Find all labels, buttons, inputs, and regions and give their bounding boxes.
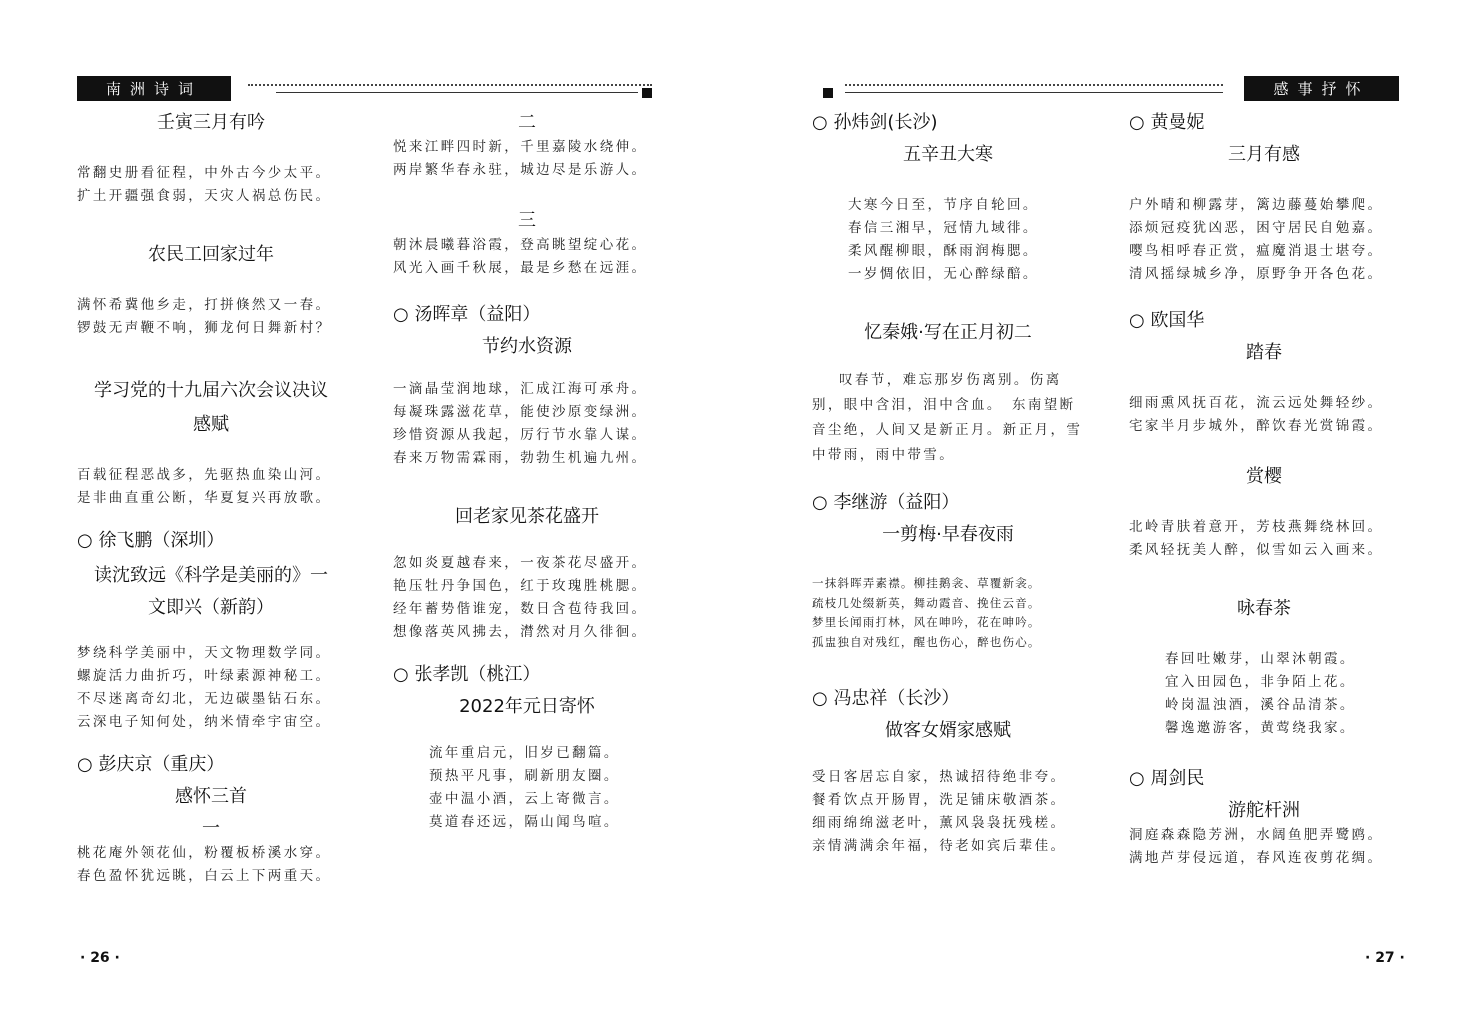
poem-line: 锣鼓无声鞭不响，狮龙何日舞新村？ bbox=[77, 320, 332, 336]
poem-line: 春信三湘早，冠情九域徘。 bbox=[848, 220, 1039, 236]
poem-line: 洞庭森森隐芳洲，水阔鱼肥弄鹭鸥。 bbox=[1129, 827, 1384, 843]
poem-section-number: 二 bbox=[518, 112, 536, 133]
poem-line: 细雨绵绵滋老叶，薰风袅袅抚残槎。 bbox=[812, 815, 1067, 831]
author-name: ○ 汤晖章（益阳） bbox=[393, 302, 661, 328]
poem-title: 节约水资源 bbox=[482, 336, 572, 357]
poem-line: 流年重启元，旧岁已翻篇。 bbox=[429, 745, 620, 761]
poem-line: 春回吐嫩芽，山翠沐朝霞。 bbox=[1165, 651, 1356, 667]
poem-title: 咏春茶 bbox=[1237, 598, 1291, 619]
poem-line: 户外晴和柳露芽，篱边藤蔓始攀爬。 bbox=[1129, 197, 1384, 213]
square-ornament-icon bbox=[823, 88, 833, 98]
poem-line: 添烦冠疫犹凶恶，困守居民自勉嘉。 bbox=[1129, 220, 1384, 236]
poem-title: 学习党的十九届六次会议决议 bbox=[94, 380, 328, 401]
poem-title: 赏樱 bbox=[1246, 466, 1282, 487]
left-column-1 bbox=[77, 110, 345, 888]
poem-line: 螺旋活力曲折巧，叶绿素源神秘工。 bbox=[77, 668, 332, 684]
solid-rule bbox=[845, 92, 1223, 93]
poem-line: 春色盈怀犹远眺，白云上下两重天。 bbox=[77, 868, 332, 884]
poem-title: 一剪梅·早春夜雨 bbox=[882, 524, 1014, 545]
right-column-2 bbox=[1129, 110, 1399, 870]
poem-title: 做客女婿家感赋 bbox=[885, 720, 1011, 741]
poem-line: 壶中温小酒，云上寄微言。 bbox=[429, 791, 620, 807]
poem-line: 疏枝几处缀新英，舞动霞音、挽住云音。 bbox=[812, 595, 1041, 610]
author-name: ○ 徐飞鹏（深圳） bbox=[77, 528, 345, 554]
poem-line: 餐肴饮点开肠胃，洗足铺床敬酒茶。 bbox=[812, 792, 1067, 808]
poem-line: 馨逸邀游客，黄莺绕我家。 bbox=[1165, 720, 1356, 736]
poem-line: 满怀希冀他乡走，打拼倏然又一春。 bbox=[77, 297, 332, 313]
section-header: 感事抒怀 bbox=[1244, 76, 1399, 101]
poem-line: 扩土开疆强食弱，天灾人祸总伤民。 bbox=[77, 188, 332, 204]
poem-title: 读沈致远《科学是美丽的》一 bbox=[94, 565, 328, 586]
dotted-rule bbox=[248, 84, 652, 86]
poem-line: 北岭青肤着意开，芳枝燕舞绕林回。 bbox=[1129, 519, 1384, 535]
author-name: ○ 李继游（益阳） bbox=[812, 490, 1084, 516]
header-rule bbox=[248, 80, 652, 96]
poem-title: 回老家见茶花盛开 bbox=[455, 506, 599, 527]
poem-section-number: 三 bbox=[518, 210, 536, 231]
author-name: ○ 黄曼妮 bbox=[1129, 110, 1399, 136]
poem-title: 忆秦娥·写在正月初二 bbox=[864, 322, 1032, 343]
poem-line: 一滴晶莹润地球，汇成江海可承舟。 bbox=[393, 381, 648, 397]
author-name: ○ 孙炜剑(长沙) bbox=[812, 110, 1084, 136]
header-rule bbox=[823, 80, 1223, 96]
poem-line: 宅家半月步城外，醉饮春光赏锦霞。 bbox=[1129, 418, 1384, 434]
poem-line: 忽如炎夏越春来，一夜茶花尽盛开。 bbox=[393, 555, 648, 571]
poem-line: 悦来江畔四时新，千里嘉陵水绕伸。 bbox=[393, 139, 648, 155]
poem-line: 亲情满满余年福，待老如宾后辈佳。 bbox=[812, 838, 1067, 854]
poem-line: 桃花庵外领花仙，粉覆板桥溪水穿。 bbox=[77, 845, 332, 861]
poem-title: 壬寅三月有吟 bbox=[157, 112, 265, 133]
poem-line: 梦里长闻雨打林，风在呻吟，花在呻吟。 bbox=[812, 615, 1041, 629]
poem-title: 三月有感 bbox=[1228, 144, 1300, 165]
poem-title-cont: 文即兴（新韵） bbox=[148, 597, 274, 618]
poem-line: 每凝珠露滋花草，能使沙原变绿洲。 bbox=[393, 404, 648, 420]
poem-line: 不尽迷离奇幻北，无边碳墨钻石东。 bbox=[77, 691, 332, 707]
poem-title: 踏春 bbox=[1246, 342, 1282, 363]
author-name: ○ 周剑民 bbox=[1129, 766, 1399, 792]
poem-title: 2022年元日寄怀 bbox=[459, 696, 595, 717]
poem-title: 五辛丑大寒 bbox=[903, 144, 993, 165]
poem-line: 清风摇绿城乡净，原野争开各色花。 bbox=[1129, 266, 1384, 282]
poem-line: 满地芦芽侵远道，春风连夜剪花绸。 bbox=[1129, 850, 1384, 866]
poem-line: 风光入画千秋展，最是乡愁在远涯。 bbox=[393, 260, 648, 276]
poem-line: 嘤鸟相呼春正赏，瘟魔消退士堪夸。 bbox=[1129, 243, 1384, 259]
poem-section-number: 一 bbox=[202, 818, 220, 839]
author-name: ○ 彭庆京（重庆） bbox=[77, 752, 345, 778]
right-page bbox=[737, 0, 1474, 1020]
poem-text: 叹春节，难忘那岁伤离别。伤离别，眼中含泪，泪中含血。 东南望断音尘绝，人间又是新正月。新正月，雪中带雨，雨中带雪。 bbox=[812, 372, 1083, 463]
poem-line: 春来万物需霖雨，勃勃生机遍九州。 bbox=[393, 450, 648, 466]
poem-line: 柔风轻抚美人醉，似雪如云入画来。 bbox=[1129, 542, 1384, 558]
poem-line: 细雨熏风抚百花，流云远处舞轻纱。 bbox=[1129, 395, 1384, 411]
right-column-1 bbox=[812, 110, 1084, 858]
poem-line: 想像落英风拂去，潸然对月久徘徊。 bbox=[393, 624, 648, 640]
page-number: · 27 · bbox=[1365, 950, 1405, 966]
section-header: 南洲诗词 bbox=[77, 76, 231, 101]
poem-line: 受日客居忘自家，热诚招待绝非夸。 bbox=[812, 769, 1067, 785]
poem-line: 预热平凡事，刷新朋友圈。 bbox=[429, 768, 620, 784]
page-number: · 26 · bbox=[80, 950, 120, 966]
poem-line: 云深电子知何处，纳米情牵宇宙空。 bbox=[77, 714, 332, 730]
poem-line: 常翻史册看征程，中外古今少太平。 bbox=[77, 165, 332, 181]
square-ornament-icon bbox=[642, 88, 652, 98]
dotted-rule bbox=[845, 84, 1223, 86]
poem-line: 大寒今日至，节序自轮回。 bbox=[848, 197, 1039, 213]
author-name: ○ 欧国华 bbox=[1129, 308, 1399, 334]
poem-line: 孤盅独自对残红，醒也伤心，醉也伤心。 bbox=[812, 634, 1041, 649]
poem-line: 岭岗温浊酒，溪谷品清茶。 bbox=[1165, 697, 1356, 713]
poem-line: 一抹斜晖弄素襟。柳挂鹅衾、草覆新衾。 bbox=[812, 576, 1041, 590]
poem-line: 柔风醒柳眼，酥雨润梅腮。 bbox=[848, 243, 1039, 259]
poem-title-cont: 感赋 bbox=[193, 414, 229, 435]
solid-rule bbox=[276, 92, 638, 93]
poem-line: 莫道春还远，隔山闻鸟喧。 bbox=[429, 814, 620, 830]
poem-line: 两岸繁华春永驻，城边尽是乐游人。 bbox=[393, 162, 648, 178]
poem-line: 梦绕科学美丽中，天文物理数学同。 bbox=[77, 645, 332, 661]
poem-line: 朝沐晨曦暮浴霞，登高眺望绽心花。 bbox=[393, 237, 648, 253]
poem-line: 百载征程恶战多，先驱热血染山河。 bbox=[77, 467, 332, 483]
poem-line: 宜入田园色，非争陌上花。 bbox=[1165, 674, 1356, 690]
poem-line: 是非曲直重公断，华夏复兴再放歌。 bbox=[77, 490, 332, 506]
left-column-2 bbox=[393, 110, 661, 834]
author-name: ○ 张孝凯（桃江） bbox=[393, 662, 661, 688]
poem-line: 一岁惆依旧，无心醉绿醅。 bbox=[848, 266, 1039, 282]
author-name: ○ 冯忠祥（长沙） bbox=[812, 686, 1084, 712]
poem-line: 珍惜资源从我起，厉行节水靠人谋。 bbox=[393, 427, 648, 443]
poem-title: 感怀三首 bbox=[175, 786, 247, 807]
poem-title: 农民工回家过年 bbox=[148, 244, 274, 265]
poem-title: 游舵杆洲 bbox=[1228, 800, 1300, 821]
poem-line: 经年蓄势偕谁宠，数日含苞待我回。 bbox=[393, 601, 648, 617]
poem-line: 艳压牡丹争国色，红于玫瑰胜桃腮。 bbox=[393, 578, 648, 594]
